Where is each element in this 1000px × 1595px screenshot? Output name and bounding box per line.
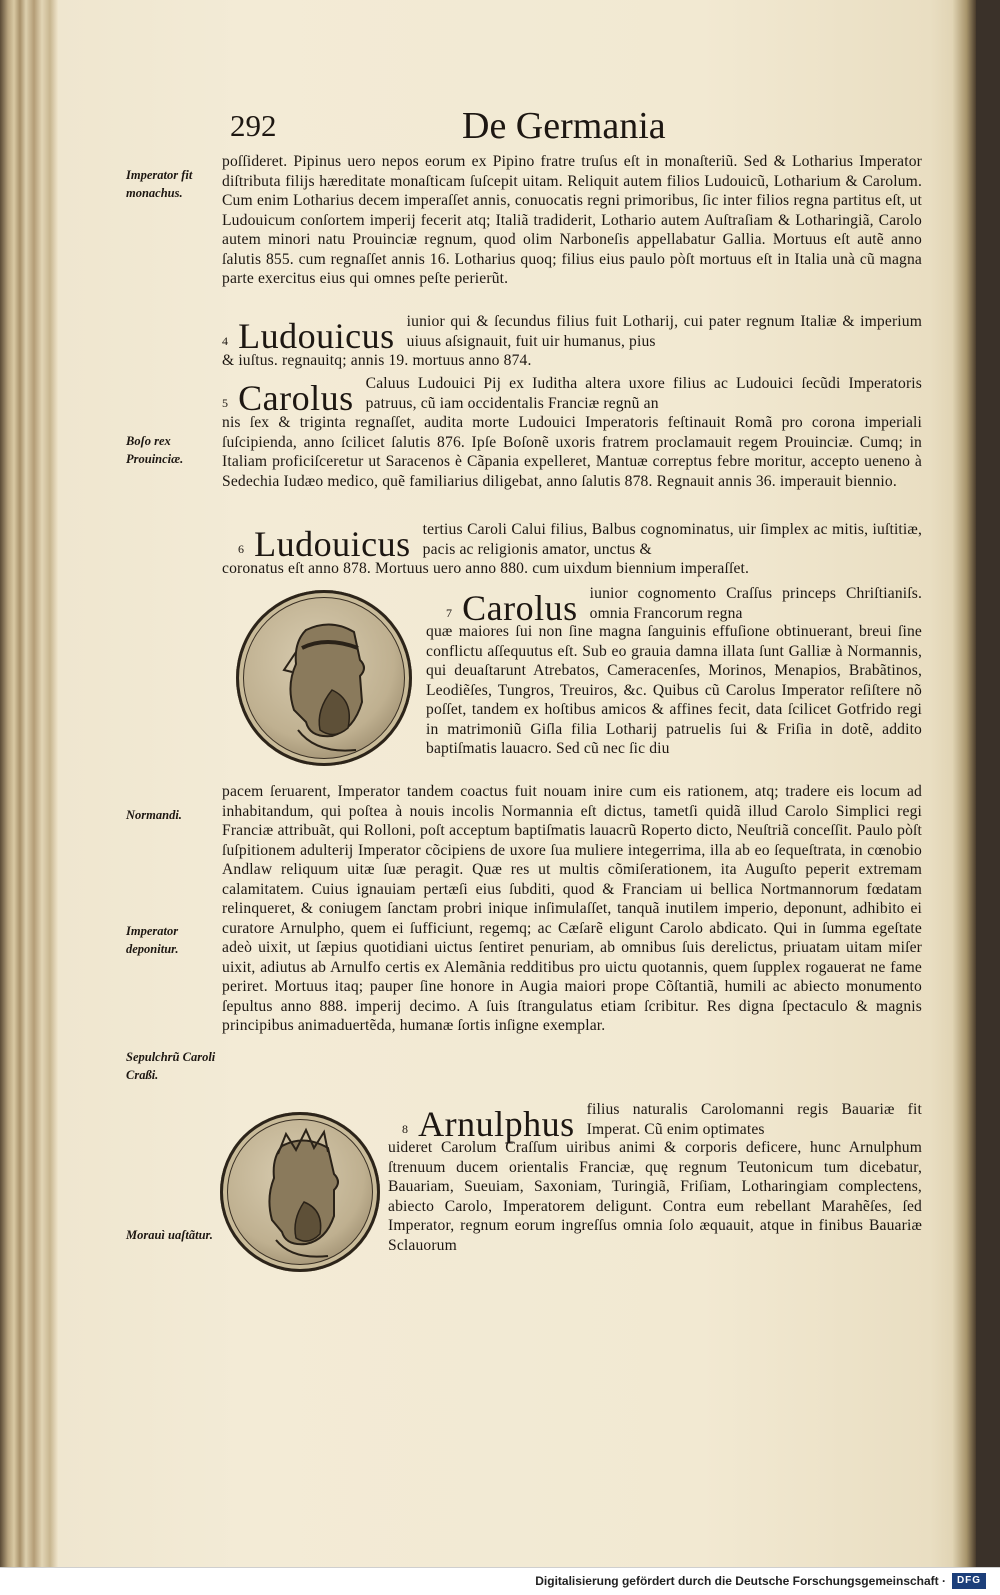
page-gutter [952, 0, 976, 1568]
entry-8-number: 8 [402, 1121, 409, 1136]
entry-6-heading [222, 520, 922, 564]
book-page-edges [0, 0, 58, 1595]
entry-4-heading [222, 312, 922, 356]
entry-7 [222, 584, 922, 628]
entry-7-wrapped-text: quæ maiores ſui non ſine magna ſanguinis effuſione obtinuerant, breui ſine conflictu aſſequutus eſt. Sub eo grauia damna illata ſunt Galliæ à Normannis, qui deuaſtarunt Atrebatos, Cameracenſes, Morinos, Menapios, Brabãtinos, Leodiẽſes, Tungros, Treuiros, &c. Quibus cũ Carolus Imperator reſiſtere nõ poſſet, tandem ex hoſtibus amicos & affines fecit, data ſcilicet Gotfrido regi in matrimoniũ Giſla filia Lotharij patruelis ſui & Friſia in dotẽ, addito baptiſmatis lauacro. Sed cũ nec ſic diu [426, 623, 922, 757]
entry-6-text: coronatus eſt anno 878. Mortuus uero anno 880. cum uixdum biennium imperaſſet. [222, 560, 750, 577]
margin-note-moraui: Morauì uaſtãtur. [126, 1228, 213, 1242]
dfg-logo: DFG [952, 1573, 986, 1589]
entry-5 [222, 374, 922, 491]
entry-6 [222, 520, 922, 579]
margin-note-monachus: Imperator fit monachus. [126, 168, 193, 200]
margin-note-normandi: Normandi. [126, 808, 182, 822]
margin-note-deponitur: Imperator deponitur. [126, 924, 179, 956]
entry-5-name: Carolus [238, 378, 354, 418]
entry-4-text: & iuſtus. regnauitq; annis 19. mortuus anno 874. [222, 352, 532, 369]
entry-5-intro: Caluus Ludouici Pij ex Iuditha altera uxore filius ac Ludouici ſecũdi Imperatoris patruus, cũ iam occidentalis Franciæ regnũ an [365, 375, 922, 412]
entry-5-text: nis ſex & triginta regnaſſet, audita morte Ludouici Imperatoris feſtinauit Romã pro corona imperiali ſuſcipienda, anno ſcilicet ſalutis 876. Ipſe Boſonẽ uxoris fratrem proclamauit regem Prouinciæ. Cumq; in Italiam proficiſceretur ut Saracenos è Cãpania expelleret, Mantuæ correptus febre moritur, accepto ueneno à Sedechia Iudæo medico, quẽ familiarius diligebat, anno ſalutis 878. Regnauit annis 36. imperauit biennio. [222, 414, 922, 490]
margin-note-sepulchrum: Sepulchrũ Caroli Craßi. [126, 1050, 216, 1082]
entry-6-name: Ludouicus [254, 524, 411, 564]
entry-8-wrapped-text: uideret Carolum Craſſum uiribus animi & corporis deficere, hunc Arnulphum ſtrenuum ducem orientalis Franciæ, quę regnum Teutonicum tum dicebatur, Bauariam, Sueuiam, Saxoniam, Turingiã, Friſiam, Lotharingiam complectens, abiecto Carolo, Imperatorem deligunt. Contra eum rebellant Marahẽſes, ſed Imperator, regnum eorum ingreſſus omnia ſolo æquauit, atque in finibus Bauariæ Sclauorum [388, 1139, 922, 1254]
entry-7-heading [446, 584, 922, 628]
entry-4-name: Ludouicus [238, 316, 395, 356]
page-number: 292 [230, 108, 277, 143]
entry-7-name: Carolus [462, 588, 578, 628]
entry-6-number: 6 [238, 541, 245, 556]
entry-7-number: 7 [446, 605, 453, 620]
entry-5-number: 5 [222, 395, 229, 410]
entry-8-name: Arnulphus [418, 1104, 575, 1144]
footer-credit: Digitalisierung gefördert durch die Deutsche Forschungsgemeinschaft · [535, 1574, 946, 1588]
entry-6-intro: tertius Caroli Calui filius, Balbus cognominatus, uir ſimplex ac mitis, iuſtitiæ, pacis ac religionis amator, unctus & [422, 521, 922, 558]
entry-8-heading [402, 1100, 922, 1144]
running-head: De Germania [462, 105, 666, 147]
entry-5-heading [222, 374, 922, 418]
margin-note-boso: Boſo rex Prouinciæ. [126, 434, 184, 466]
entry-8 [222, 1100, 922, 1144]
entry-7-intro: iunior cognomento Craſſus princeps Chriſtianiſs. omnia Francorum regna [589, 585, 922, 622]
paragraph-lotharius: poſſideret. Pipinus uero nepos eorum ex Pipino fratre truſus eſt in monaſteriũ. Sed & Lotharius Imperator diſtributa filijs hæreditate monaſticam ſuſcepit uitam. Reliquit autem filios Ludouicũ, Lotharium & Carolum. Cum enim Lotharius decem imperaſſet annis, conuocatis regni primoribus, ſic inter filios regna partitus eſt, ut Ludouicum conſortem imperij fecerit atq; Italiã tradiderit, Lothario autem Auſtraſiam & Lotharingiã, Carolo autem minori natu Prouinciæ regnum, quod olim Narboneſis appellabatur Gallia. Mortuus eſt autẽ anno ſalutis 855. cum regnaſſet annis 16. Lotharius quoq; filius eius paulo pòſt mortuus eſt in Italia unà cũ magna parte exercitus eius qui omnes peſte perierũt. [222, 153, 922, 287]
entry-4-intro: iunior qui & ſecundus filius fuit Lotharij, cui pater regnum Italiæ & imperium uiuus aſsignauit, fuit uir humanus, pius [406, 313, 922, 350]
entry-7-text: pacem ſeruarent, Imperator tandem coactus fuit nouam inire cum eis rationem, atq; tradere eis locum ad inhabitandum, qui poſtea à nouis incolis Normannia eſt dictus, tametſi quidã illud Carolo Simplici regi Franciæ attribuãt, qui Rolloni, poſt acceptum baptiſmatis lauacrũ Roperto dicto, Neuſtriã conceſſit. Paulo pòſt ſuſpitionem adulterij Imperator cõcipiens de uxore ſua muliere integerrima, illa ab eo ſequeſtrata, in cœnobio Andlaw reliquum uitæ ſuæ peragit. Quæ res ut multis cõmiſerationem, ita Auguſto peperit extremam calamitatem. Cuius ignauiam pertæſi eius ſubditi, quod & Franciam ui bellica Nortmannorum fœdatam relinqueret, & coniugem ſanctam probri inique inſimulaſſet, tanquã inutilem imperio, deponunt, adhibito ei curatore Arnulpho, quem ei ſufficiunt, regemq; ac Cæſarẽ eligunt Carolo abdicato. Qui in ſumma egeſtate adeò uixit, ut ſæpius quotidiani uictus ſentiret penuriam, ab omnibus ſuis derelictus, priuatam uitam miſer uixit, adiutus ab Arnulfo certis ex Alemãnia redditibus pro uictu quotannis, quem ſupplex rogauerat ne fame periret. Mortuus itaq; pauper ſine honore in Augia maiori prope Cõſtantiã, humili ac abiecto monumento ſepultus anno 888. imperij decimo. A ſuis ſtrangulatus etiam ſcribitur. Res digna ſpectaculo & magnis principibus animaduertẽda, humanæ ſortis inſigne exemplar. [222, 783, 922, 1034]
digitization-footer [0, 1567, 1000, 1595]
entry-4 [222, 312, 922, 371]
entry-4-number: 4 [222, 333, 229, 348]
entry-8-intro: filius naturalis Carolomanni regis Bauariæ fit Imperat. Cũ enim optimates [586, 1101, 922, 1138]
